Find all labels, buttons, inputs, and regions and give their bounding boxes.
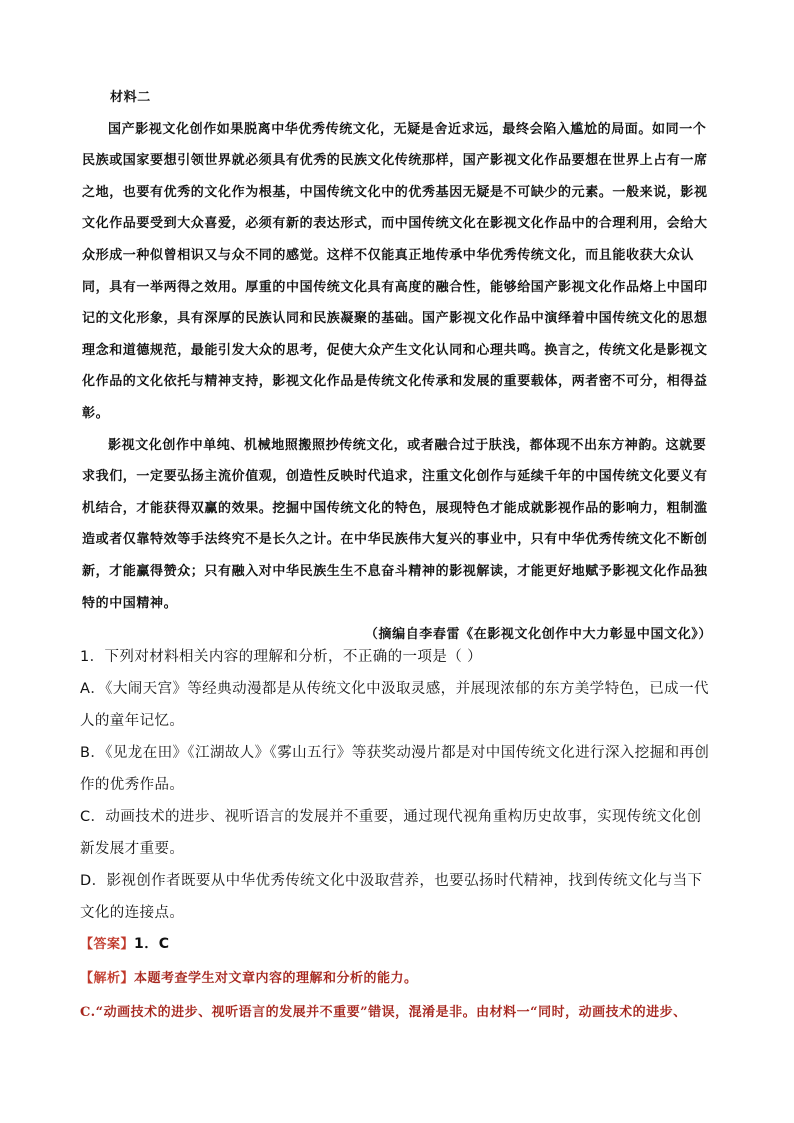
option-c: C．动画技术的进步、视听语言的发展并不重要，通过现代视角重构历史故事，实现传统文化创新发展才重要。 xyxy=(80,809,702,857)
reading-passage xyxy=(82,82,716,651)
analysis-line xyxy=(80,962,730,996)
passage-paragraph: 国产影视文化创作如果脱离中华优秀传统文化，无疑是舍近求远，最终会陷入尴尬的局面。如同一个民族或国家要想引领世界就必须具有优秀的民族文化传统那样，国产影视文化作品要想在世界上占有一席之地，也要有优秀的文化作为根基，中国传统文化中的优秀基因无疑是不可缺少的元素。一般来说，影视文化作品要受到大众喜爱，必须有新的表达形式，而中国传统文化在影视文化作品中的合理利用，会给大众形成一种似曾相识又与众不同的感觉。这样不仅能真正地传承中华优秀传统文化，而且能收获大众认同，具有一举两得之效用。厚重的中国传统文化具有高度的融合性，能够给国产影视文化作品烙上中国印记的文化形象，具有深厚的民族认同和民族凝聚的基础。国产影视文化作品中演绎着中国传统文化的思想理念和道德规范，最能引发大众的思考，促使大众产生文化认同和心理共鸣。换言之，传统文化是影视文化作品的文化依托与精神支持，影视文化作品是传统文化传承和发展的重要载体，两者密不可分，相得益彰。 xyxy=(82,121,708,421)
question-block xyxy=(80,641,716,929)
option-a: A．《大闹天宫》等经典动漫都是从传统文化中汲取灵感，并展现浓郁的东方美学特色，已成一代人的童年记忆。 xyxy=(80,681,709,729)
option-b: B．《见龙在田》《江湖故人》《雾山五行》等获奖动漫片都是对中国传统文化进行深入挖掘和再创作的优秀作品。 xyxy=(80,745,710,793)
answer-block xyxy=(80,927,730,1030)
analysis-tag: 【解析】 xyxy=(80,971,135,986)
source-citation: （摘编自李春雷《在影视文化创作中大力彰显中国文化》） xyxy=(364,627,712,643)
analysis-detail: C.“动画技术的进步、视听语言的发展并不重要”错误，混淆是非。由材料一“同时，动画技术的进步、 xyxy=(80,1005,687,1020)
answer-tag: 【答案】 xyxy=(80,937,135,952)
answer-value: 1．C xyxy=(134,936,170,952)
material-heading: 材料二 xyxy=(110,90,151,105)
passage-paragraph: 影视文化创作中单纯、机械地照搬照抄传统文化，或者融合过于肤浅，都体现不出东方神韵。这就要求我们，一定要弘扬主流价值观，创造性反映时代追求，注重文化创作与延续千年的中国传统文化要义有机结合，才能获得双赢的效果。挖掘中国传统文化的特色，展现特色才能成就影视作品的影响力，粗制滥造或者仅靠特效等手法终究不是长久之计。在中华民族伟大复兴的事业中，只有中华优秀传统文化不断创新，才能赢得赞众；只有融入对中华民族生生不息奋斗精神的影视解读，才能更好地赋予影视文化作品独特的中国精神。 xyxy=(82,437,708,611)
question-stem: 1．下列对材料相关内容的理解和分析，不正确的一项是（ ） xyxy=(80,649,483,665)
analysis-text: 本题考查学生对文章内容的理解和分析的能力。 xyxy=(134,971,418,986)
option-d: D．影视创作者既要从中华优秀传统文化中汲取营养，也要弘扬时代精神，找到传统文化与当下文化的连接点。 xyxy=(80,873,703,921)
answer-line xyxy=(80,927,730,962)
